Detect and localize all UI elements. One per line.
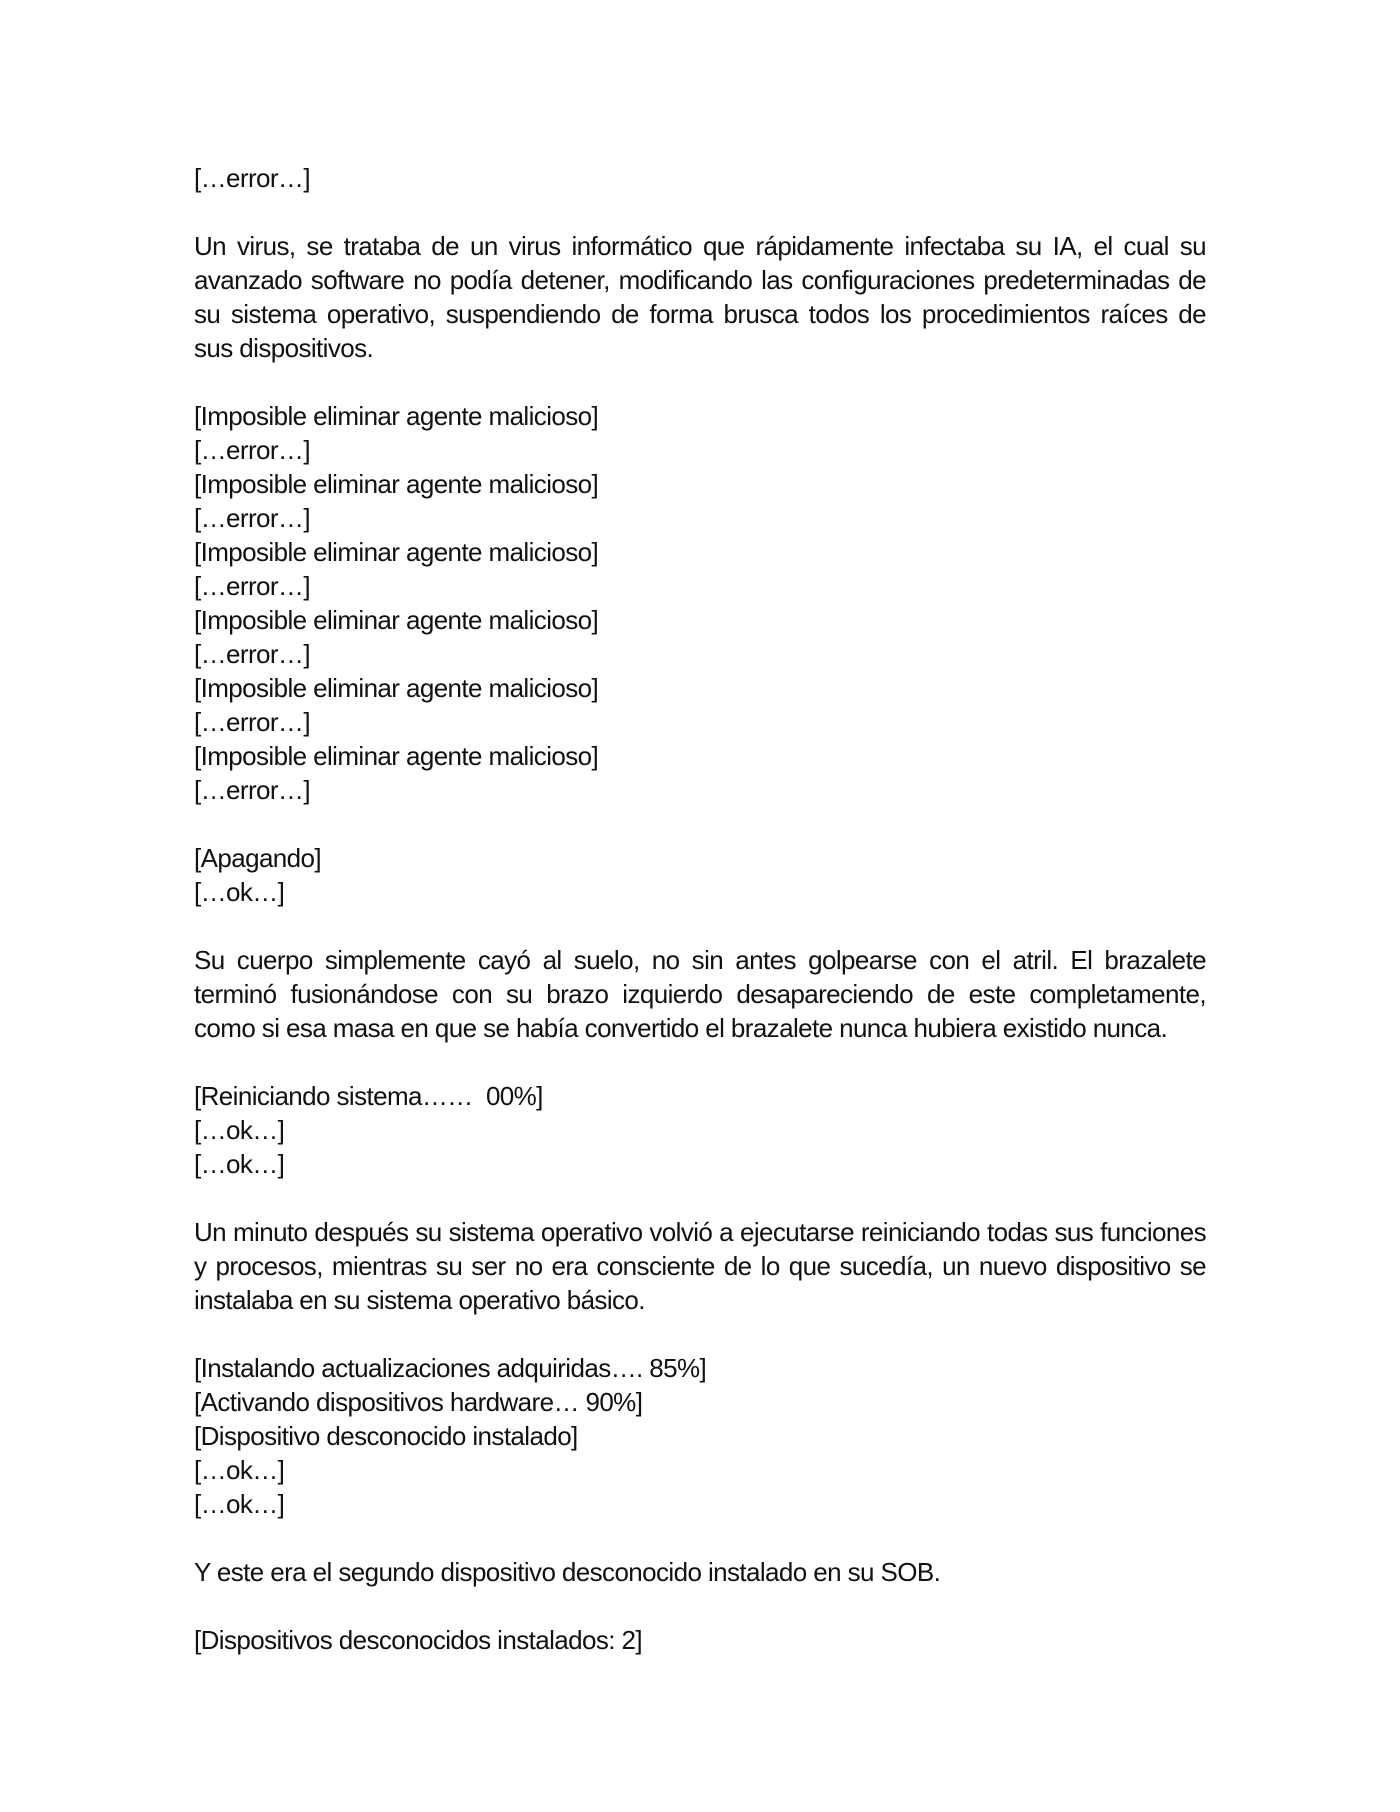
status-line: [Reiniciando sistema…… 00%] xyxy=(194,1081,543,1111)
document-body xyxy=(194,161,1206,1657)
status-line: [Instalando actualizaciones adquiridas…. 85%] xyxy=(194,1353,707,1383)
status-line: […ok…] xyxy=(194,1149,285,1179)
status-line: [Imposible eliminar agente malicioso] xyxy=(194,673,599,703)
paragraph-reboot: Un minuto después su sistema operativo volvió a ejecutarse reiniciando todas sus funciones y procesos, mientras su ser no era consciente de lo que sucedía, un nuevo dispositivo se instalaba en su sistema operativo básico. xyxy=(194,1217,1206,1315)
status-line: […ok…] xyxy=(194,1489,285,1519)
spacer xyxy=(194,365,1206,399)
status-line: [Dispositivo desconocido instalado] xyxy=(194,1421,578,1451)
spacer xyxy=(194,195,1206,229)
spacer xyxy=(194,1317,1206,1351)
status-line: [Imposible eliminar agente malicioso] xyxy=(194,401,599,431)
status-line: [Imposible eliminar agente malicioso] xyxy=(194,741,599,771)
status-line: [Imposible eliminar agente malicioso] xyxy=(194,469,599,499)
paragraph-second-device: Y este era el segundo dispositivo desconocido instalado en su SOB. xyxy=(194,1557,941,1587)
status-line: […ok…] xyxy=(194,1115,285,1145)
status-line: [Dispositivos desconocidos instalados: 2] xyxy=(194,1625,642,1655)
status-line: […error…] xyxy=(194,163,310,193)
spacer xyxy=(194,1521,1206,1555)
status-line: […error…] xyxy=(194,639,310,669)
status-line: […error…] xyxy=(194,571,310,601)
status-line: […error…] xyxy=(194,503,310,533)
status-line: [Imposible eliminar agente malicioso] xyxy=(194,537,599,567)
status-line: […error…] xyxy=(194,707,310,737)
status-line: […error…] xyxy=(194,435,310,465)
status-line: […ok…] xyxy=(194,1455,285,1485)
spacer xyxy=(194,1045,1206,1079)
status-line: [Imposible eliminar agente malicioso] xyxy=(194,605,599,635)
paragraph-virus: Un virus, se trataba de un virus informático que rápidamente infectaba su IA, el cual su avanzado software no podía detener, modificando las configuraciones predeterminadas de su sistema operativo, suspendiendo de forma brusca todos los procedimientos raíces de sus dispositivos. xyxy=(194,231,1206,363)
paragraph-body-falls: Su cuerpo simplemente cayó al suelo, no sin antes golpearse con el atril. El brazalete terminó fusionándose con su brazo izquierdo desapareciendo de este completamente, como si esa masa en que se había convertido el brazalete nunca hubiera existido nunca. xyxy=(194,945,1206,1043)
spacer xyxy=(194,909,1206,943)
spacer xyxy=(194,1589,1206,1623)
status-line: [Activando dispositivos hardware… 90%] xyxy=(194,1387,643,1417)
status-line: […ok…] xyxy=(194,877,285,907)
status-line: [Apagando] xyxy=(194,843,322,873)
spacer xyxy=(194,807,1206,841)
status-line: […error…] xyxy=(194,775,310,805)
spacer xyxy=(194,1181,1206,1215)
